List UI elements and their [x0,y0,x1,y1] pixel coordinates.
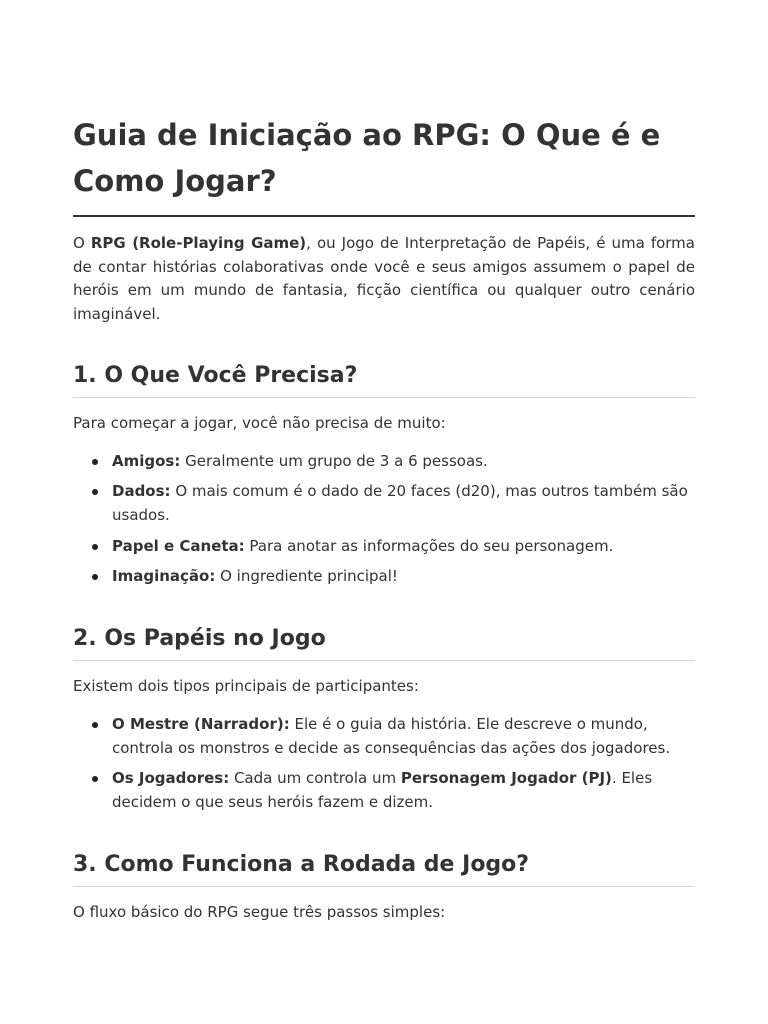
section-heading-roles: 2. Os Papéis no Jogo [73,624,695,661]
bullet-icon [92,459,98,465]
section-heading-what-you-need: 1. O Que Você Precisa? [73,361,695,398]
bullet-icon [92,489,98,495]
list-item-text: Ele é o guia da história. Ele descreve o mundo, controla os monstros e decide as consequências das ações dos jogadores. [112,714,671,757]
list-item-text: Geralmente um grupo de 3 a 6 pessoas. [180,451,488,470]
requirements-list [73,449,695,589]
intro-paragraph [73,232,695,326]
bullet-icon [92,776,98,782]
list-item-text: O mais comum é o dado de 20 faces (d20), mas outros também são usados. [112,482,688,524]
page-title: Guia de Iniciação ao RPG: O Que é e Como Jogar? [73,112,695,217]
list-item-term: O Mestre (Narrador): [112,714,290,733]
section-lead: Para começar a jogar, você não precisa de muito: [73,414,446,432]
list-item-term: Amigos: [112,451,181,470]
list-item-term: Dados: [112,482,171,500]
list-item [112,534,695,558]
intro-prefix: O [73,234,91,252]
list-item-text: O ingrediente principal! [215,567,398,585]
bullet-icon [92,574,98,580]
bullet-icon [92,544,98,550]
list-item-text-continued: . Eles decidem o que seus heróis fazem e dizem. [112,769,653,811]
list-item-term: Imaginação: [112,567,216,585]
section-lead: O fluxo básico do RPG segue três passos simples: [73,903,446,921]
list-item-term: Papel e Caneta: [112,536,245,555]
bullet-icon [92,722,98,728]
list-item-text: Para anotar as informações do seu personagem. [244,536,614,555]
list-item-bold-term: Personagem Jogador (PJ) [400,769,612,787]
list-item [112,449,695,473]
list-item-term: Os Jogadores: [112,769,230,787]
list-item [112,712,695,760]
list-item [112,479,695,527]
roles-list [73,712,695,815]
section-lead: Existem dois tipos principais de participantes: [73,677,419,695]
intro-bold-term: RPG (Role-Playing Game) [90,234,307,252]
section-heading-game-round: 3. Como Funciona a Rodada de Jogo? [73,850,695,887]
list-item-text: Cada um controla um [229,769,401,787]
intro-text: , ou Jogo de Interpretação de Papéis, é uma forma de contar histórias colaborativas onde você e seus amigos assumem o papel de heróis em um mundo de fantasia, ficção científica ou qualquer outro cenário imaginável. [73,234,695,323]
list-item [112,766,695,814]
list-item [112,564,695,588]
article [73,112,695,925]
